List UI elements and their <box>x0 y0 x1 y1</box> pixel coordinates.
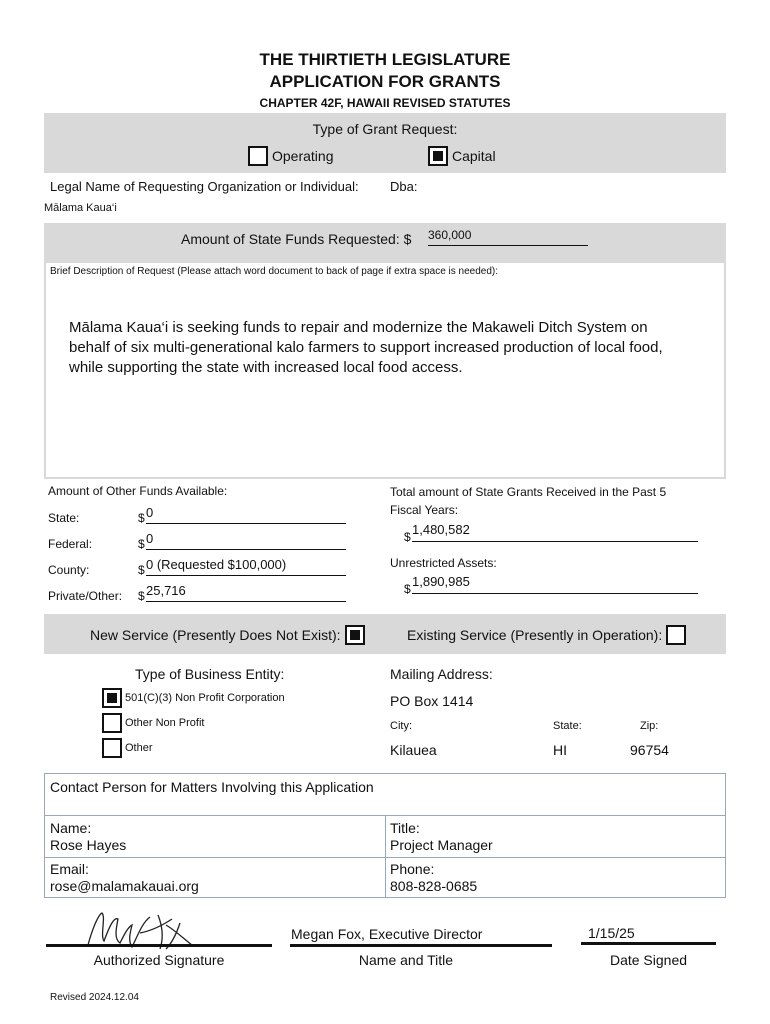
revised-date: Revised 2024.12.04 <box>50 992 139 1003</box>
dba-label: Dba: <box>390 179 418 194</box>
header-title-3: CHAPTER 42F, HAWAII REVISED STATUTES <box>259 96 511 110</box>
operating-option[interactable] <box>248 146 333 166</box>
federal-funds-prefix: $ <box>138 537 145 551</box>
entity-501c3-label: 501(C)(3) Non Profit Corporation <box>125 692 285 704</box>
header-title-2: APPLICATION FOR GRANTS <box>269 72 501 91</box>
capital-label: Capital <box>452 148 496 164</box>
private-funds-value: 25,716 <box>146 583 186 598</box>
description-label: Brief Description of Request (Please attach word document to back of page if extra space is needed): <box>50 266 499 277</box>
contact-divider-vertical <box>385 815 386 898</box>
contact-title-label: Title: <box>390 820 420 836</box>
new-service-label: New Service (Presently Does Not Exist): <box>90 627 341 643</box>
entity-other-nonprofit-checkbox[interactable] <box>102 713 122 733</box>
state-grants-label-1: Total amount of State Grants Received in the Past 5 <box>390 485 667 499</box>
federal-funds-value: 0 <box>146 531 154 546</box>
entity-option-other-nonprofit[interactable] <box>102 713 204 733</box>
operating-checkbox[interactable] <box>248 146 268 166</box>
contact-name-value[interactable]: Rose Hayes <box>50 837 127 853</box>
date-value[interactable]: 1/15/25 <box>588 925 635 941</box>
state-funds-label: State: <box>48 511 80 525</box>
state-grants-field[interactable] <box>412 522 698 542</box>
name-title-value[interactable]: Megan Fox, Executive Director <box>291 926 483 942</box>
entity-option-other[interactable] <box>102 738 153 758</box>
unrestricted-assets-value: 1,890,985 <box>412 574 470 589</box>
signature-line <box>46 944 272 947</box>
entity-other-label: Other <box>125 742 153 754</box>
unrestricted-assets-field[interactable] <box>412 574 698 594</box>
federal-funds-field[interactable] <box>146 531 346 550</box>
date-line <box>581 942 716 945</box>
federal-funds-label: Federal: <box>48 537 93 551</box>
city-label: City: <box>390 720 412 732</box>
state-label: State: <box>553 720 582 732</box>
funds-requested-label: Amount of State Funds Requested: $ <box>181 231 412 247</box>
description-text: Mālama Kaua‘i is seeking funds to repair and modernize the Makaweli Ditch System on behalf of six multi-generational kalo farmers to support increased production of local food, while supporting the state with increased local food access. <box>69 319 663 376</box>
business-entity-label: Type of Business Entity: <box>135 666 285 682</box>
operating-label: Operating <box>272 148 334 164</box>
entity-option-501c3[interactable] <box>102 688 285 708</box>
state-value[interactable]: HI <box>553 742 567 758</box>
mailing-address-label: Mailing Address: <box>390 666 493 682</box>
new-service-checkbox[interactable] <box>345 625 365 645</box>
funds-requested-field[interactable] <box>428 228 588 246</box>
legal-name-label: Legal Name of Requesting Organization or Individual: <box>50 179 359 194</box>
state-grants-prefix: $ <box>404 530 411 544</box>
county-funds-prefix: $ <box>138 563 145 577</box>
city-value[interactable]: Kilauea <box>390 742 437 758</box>
contact-email-value[interactable]: rose@malamakauai.org <box>50 878 199 894</box>
name-title-line <box>290 944 552 947</box>
existing-service-option[interactable] <box>407 625 686 645</box>
county-funds-label: County: <box>48 563 90 577</box>
name-title-label: Name and Title <box>358 952 454 968</box>
capital-checkbox[interactable] <box>428 146 448 166</box>
signature-label: Authorized Signature <box>93 952 225 968</box>
contact-phone-value[interactable]: 808-828-0685 <box>390 878 478 894</box>
state-funds-field[interactable] <box>146 505 346 524</box>
state-funds-value: 0 <box>146 505 154 520</box>
contact-name-label: Name: <box>50 820 92 836</box>
unrestricted-assets-prefix: $ <box>404 582 411 596</box>
new-service-option[interactable] <box>90 625 365 645</box>
zip-value[interactable]: 96754 <box>630 742 669 758</box>
entity-other-checkbox[interactable] <box>102 738 122 758</box>
private-funds-prefix: $ <box>138 589 145 603</box>
signature-image <box>80 905 200 955</box>
state-grants-value: 1,480,582 <box>412 522 470 537</box>
contact-header: Contact Person for Matters Involving this Application <box>50 779 374 795</box>
county-funds-field[interactable] <box>146 557 346 576</box>
mailing-address-value[interactable]: PO Box 1414 <box>390 693 474 709</box>
entity-other-nonprofit-label: Other Non Profit <box>125 717 205 729</box>
contact-email-label: Email: <box>50 861 89 877</box>
state-grants-label-2: Fiscal Years: <box>390 503 459 517</box>
capital-option[interactable] <box>428 146 496 166</box>
existing-service-checkbox[interactable] <box>666 625 686 645</box>
private-funds-field[interactable] <box>146 583 346 602</box>
county-funds-value: 0 (Requested $100,000) <box>146 557 287 572</box>
private-funds-label: Private/Other: <box>48 589 123 603</box>
funds-requested-value: 360,000 <box>428 228 472 242</box>
contact-phone-label: Phone: <box>390 861 435 877</box>
state-funds-prefix: $ <box>138 511 145 525</box>
header-title-1: THE THIRTIETH LEGISLATURE <box>259 50 511 69</box>
contact-title-value[interactable]: Project Manager <box>390 837 493 853</box>
grant-type-label: Type of Grant Request: <box>312 121 458 137</box>
existing-service-label: Existing Service (Presently in Operation): <box>407 627 663 643</box>
entity-501c3-checkbox[interactable] <box>102 688 122 708</box>
legal-name-value[interactable]: Mālama Kaua‘i <box>44 202 117 214</box>
other-funds-label: Amount of Other Funds Available: <box>48 484 228 498</box>
unrestricted-assets-label: Unrestricted Assets: <box>390 556 497 570</box>
zip-label: Zip: <box>640 720 659 732</box>
date-label: Date Signed <box>609 952 688 968</box>
